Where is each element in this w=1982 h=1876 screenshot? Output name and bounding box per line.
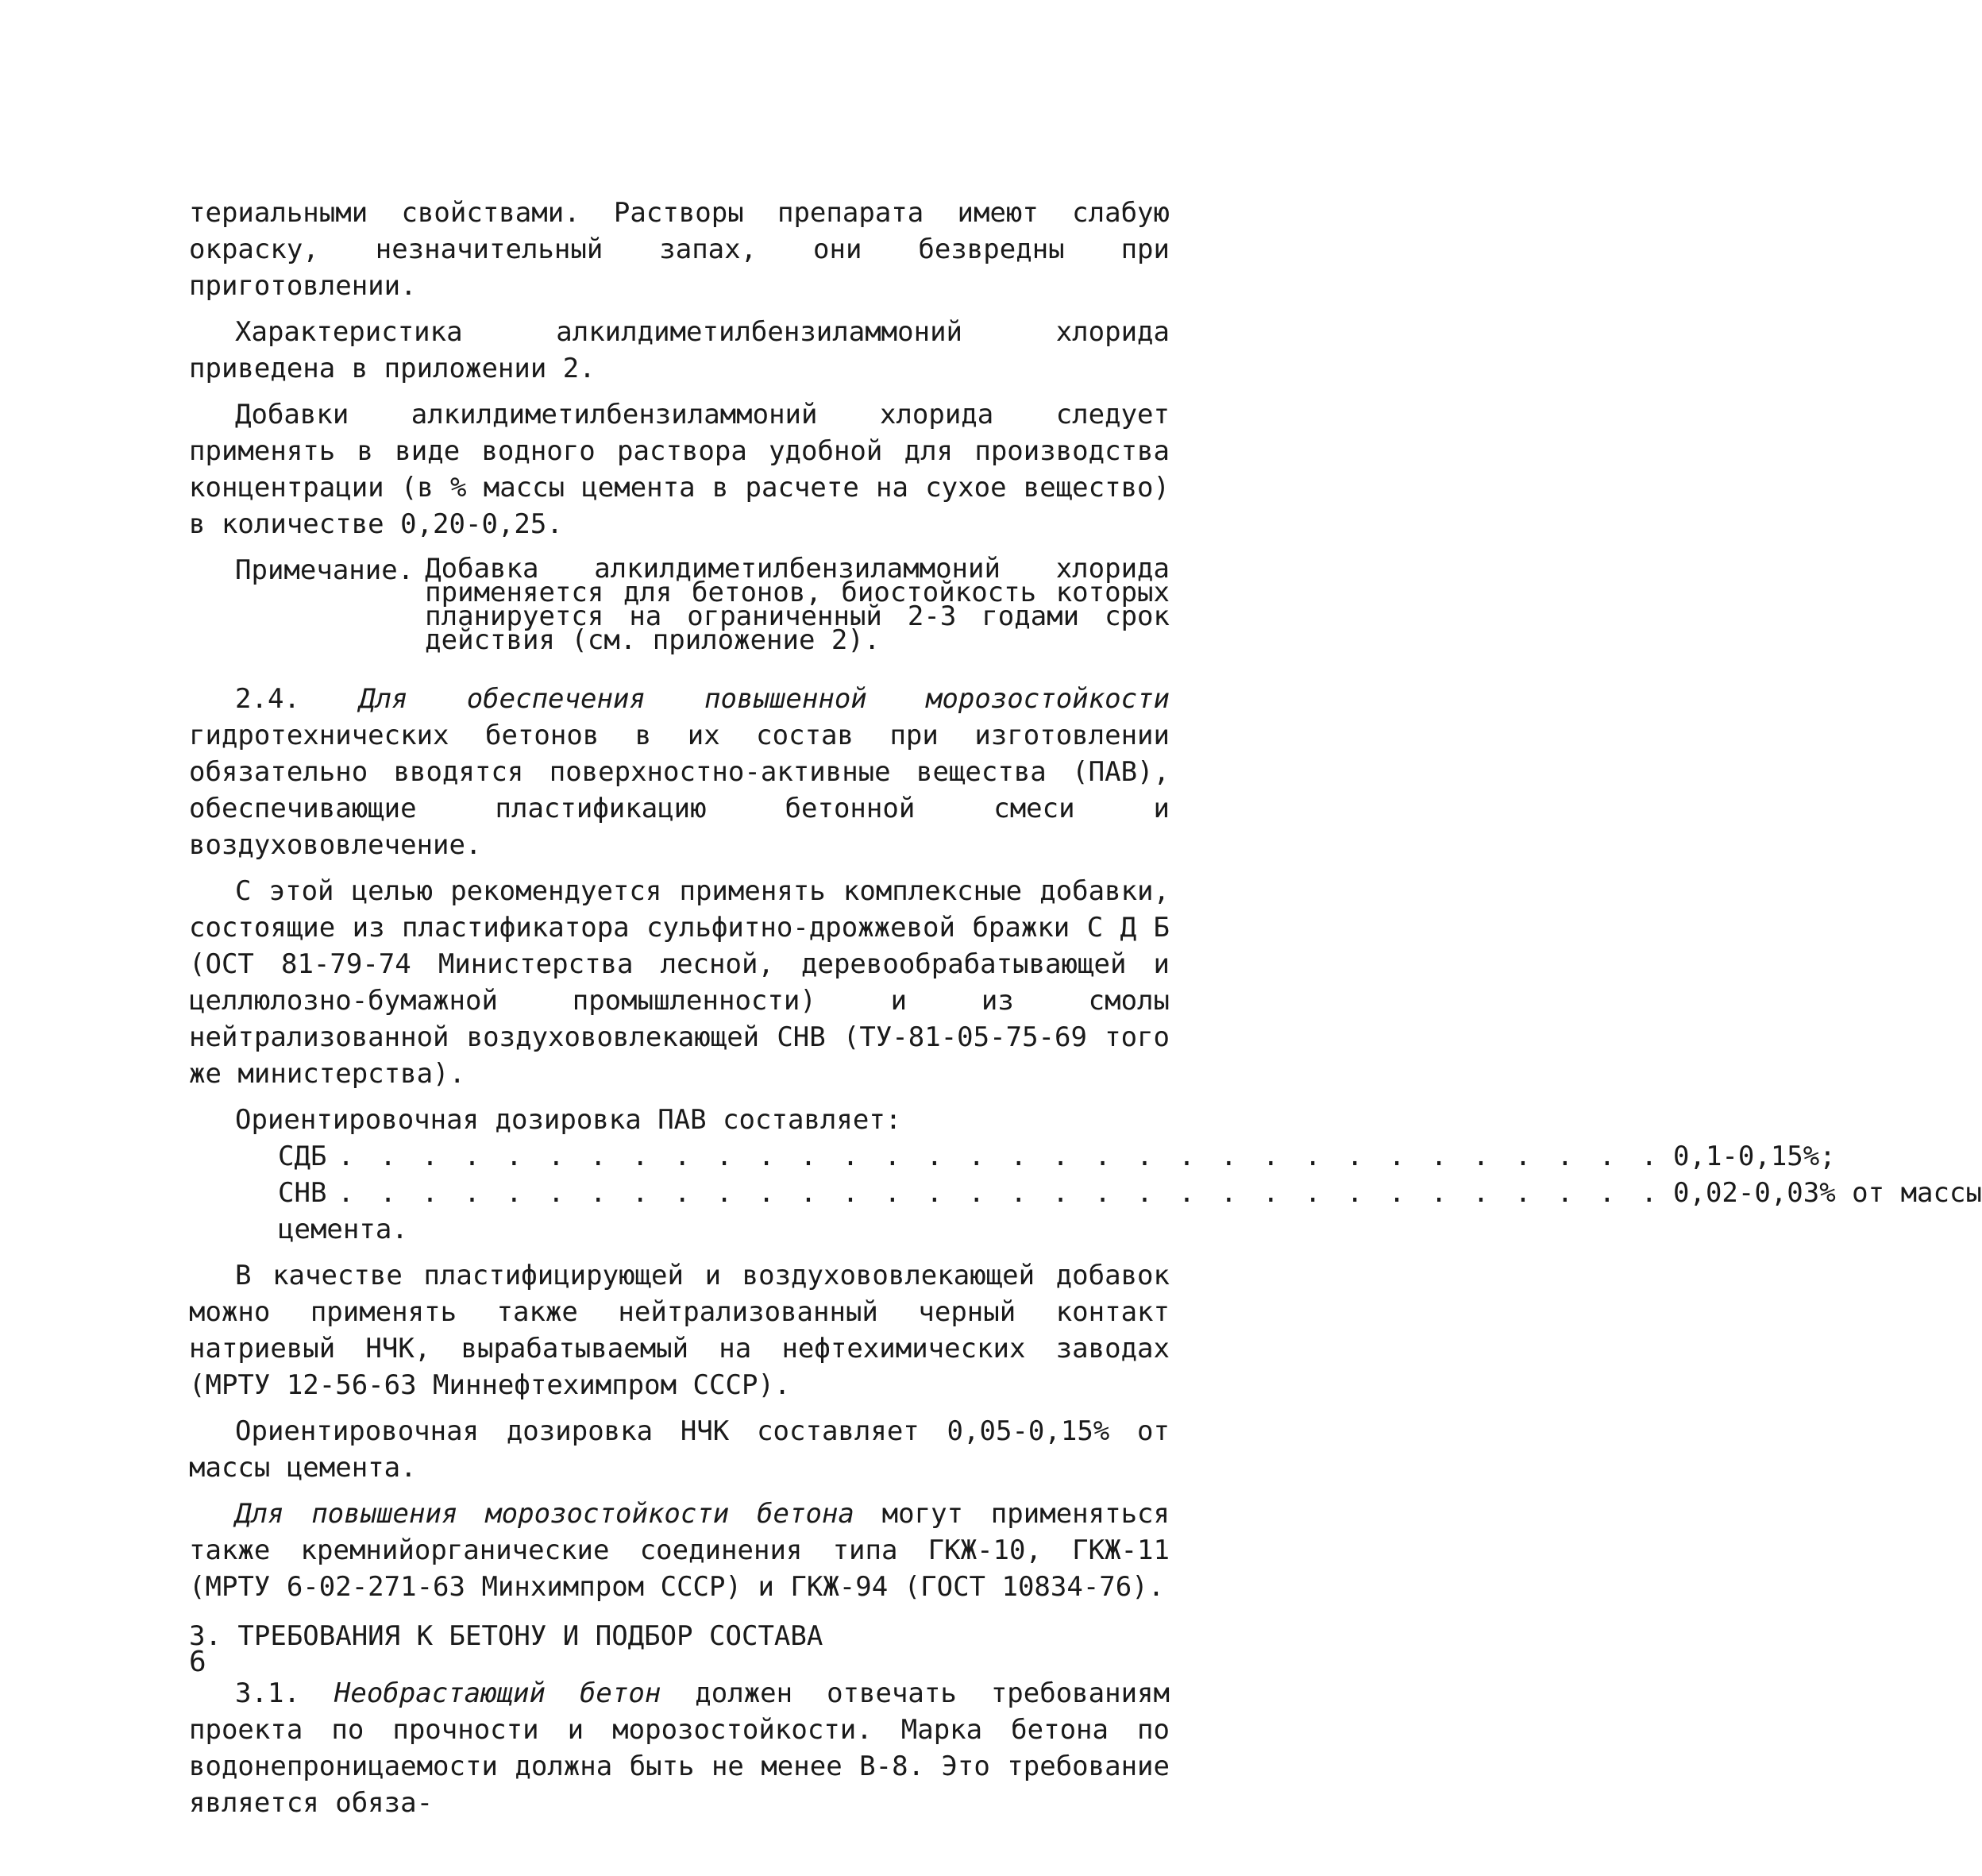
dose-name: СНВ	[278, 1177, 327, 1209]
dose-row-snv	[278, 1175, 1982, 1211]
section-2-4-text: гидротехнических бетонов в их состав при изготовлении обязательно вводятся поверхностно-активные вещества (ПАВ), обеспечивающие пластификацию бетонной смеси и воздухововлечение.	[189, 720, 1170, 861]
dot-leader: . . . . . . . . . . . . . . . . . . . . . . . . . . . . . . . .	[337, 1141, 1663, 1172]
page-number: 6	[189, 1646, 206, 1678]
document-page	[189, 195, 1982, 1831]
paragraph-silicon	[189, 1496, 1170, 1605]
silicon-text: могут применяться также кремнийорганические соединения типа ГКЖ-10, ГКЖ-11 (МРТУ 6-02-271-63 Минхимпром СССР) и ГКЖ-94 (ГОСТ 10834-76).	[189, 1498, 1170, 1603]
section-3-1-italic: Необрастающий бетон	[334, 1677, 661, 1709]
dot-leader: . . . . . . . . . . . . . . . . . . . . . . . . . . . . . . . .	[337, 1177, 1663, 1209]
note-text: Добавка алкилдиметилбензиламмоний хлорида применяется для бетонов, биостойкость которых планируется на ограниченный 2-3 годами срок действия (см. приложение 2).	[425, 553, 1170, 656]
paragraph-nchk: В качестве пластифицирующей и воздухововлекающей добавок можно применять также нейтрализованный черный контакт натриевый НЧК, вырабатываемый на нефтехимических заводах (МРТУ 12-56-63 Миннефтехимпром СССР).	[189, 1260, 1170, 1401]
silicon-italic: Для повышения морозостойкости бетона	[235, 1498, 854, 1530]
dose-value: 0,1-0,15%;	[1673, 1141, 1836, 1172]
section-number-2-4: 2.4.	[235, 683, 300, 715]
section-2-4-italic: Для обеспечения повышенной морозостойкости	[359, 683, 1170, 715]
paragraph-complex-additives: С этой целью рекомендуется применять комплексные добавки, состоящие из пластификатора сульфитно-дрожжевой бражки С Д Б (ОСТ 81-79-74 Министерства лесной, деревообрабатывающей и целлюлозно-бумажной промышленности) и из смолы нейтрализованной воздухововлекающей СНВ (ТУ-81-05-75-69 того же министерства).	[189, 875, 1170, 1090]
paragraph-additive-usage: Добавки алкилдиметилбензиламмоний хлорида следует применять в виде водного раствора удобной для производства концентрации (в % массы цемента в расчете на сухое вещество) в количестве 0,20-0,25.	[189, 399, 1170, 540]
note-label: Примечание.	[235, 554, 415, 586]
paragraph-3-1	[189, 1675, 1170, 1821]
section-3-heading: 3. ТРЕБОВАНИЯ К БЕТОНУ И ПОДБОР СОСТАВА	[189, 1620, 823, 1652]
dose-name: СДБ	[278, 1141, 327, 1172]
paragraph-nchk-dose: Ориентировочная дозировка НЧК составляет 0,05-0,15% от массы цемента.	[189, 1415, 1170, 1484]
note-block	[235, 552, 1170, 656]
section-number-3-1: 3.1.	[235, 1677, 300, 1709]
dose-tail: цемента.	[278, 1214, 408, 1245]
dose-value: 0,02-0,03% от массы	[1673, 1177, 1982, 1209]
paragraph-characteristic: Характеристика алкилдиметилбензиламмоний хлорида приведена в приложении 2.	[189, 316, 1170, 384]
dose-intro: Ориентировочная дозировка ПАВ составляет:	[235, 1104, 902, 1136]
paragraph-2-4	[189, 681, 1170, 863]
paragraph-continuation: териальными свойствами. Растворы препарата имеют слабую окраску, незначительный запах, они безвредны при приготовлении.	[189, 197, 1170, 302]
dose-row-sdb	[278, 1138, 1836, 1175]
section-3-1-text: должен отвечать требованиям проекта по прочности и морозостойкости. Марка бетона по водонепроницаемости должна быть не менее В-8. Это требование является обяза-	[189, 1677, 1170, 1819]
